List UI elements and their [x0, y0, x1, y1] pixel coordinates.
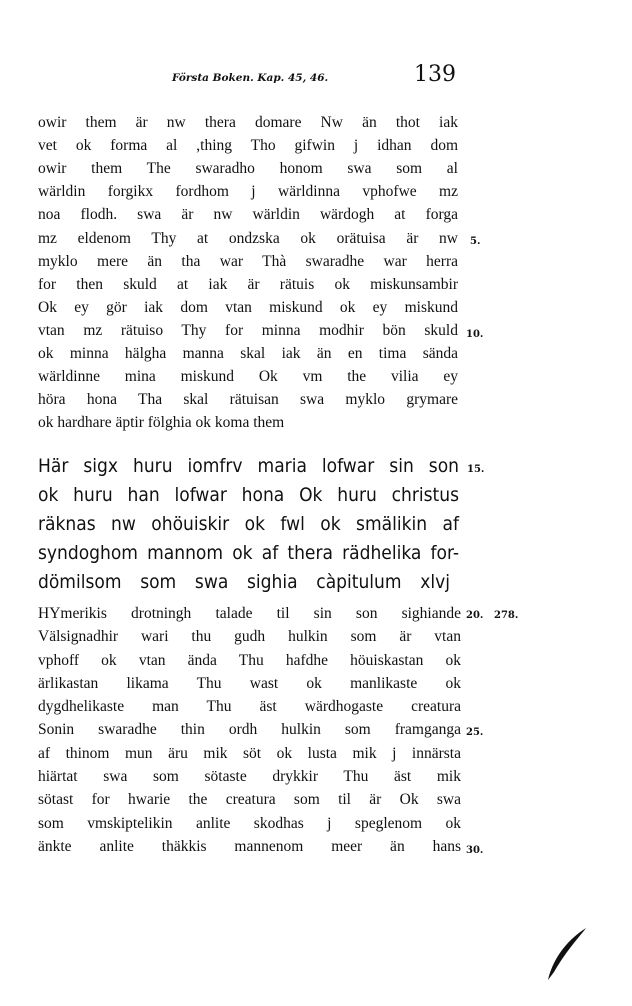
line-number-5: 5.: [470, 236, 481, 247]
text-line: Sonin swaradhe thin ordh hulkin som framganga: [38, 721, 461, 738]
text-line: vphoff ok vtan ända Thu hafdhe höuiskastan ok: [38, 652, 461, 669]
text-line: wärldin forgikx fordhom j wärldinna vphofwe mz: [38, 183, 458, 200]
pen-stroke-mark: [542, 922, 592, 982]
text-line: vtan mz rätuiso Thy for minna modhir bön skuld: [38, 322, 458, 339]
text-line: noa flodh. swa är nw wärldin wärdogh at forga: [38, 206, 458, 223]
heading-line: ok huru han lofwar hona Ok huru christus: [38, 484, 459, 506]
running-title: Första Boken. Kap. 45, 46.: [172, 72, 329, 84]
text-line: owir them är nw thera domare Nw än thot iak: [38, 114, 458, 131]
line-number-15: 15.: [467, 464, 485, 475]
text-line: hiärtat swa som sötaste drykkir Thu äst mik: [38, 768, 461, 785]
text-line: myklo mere än tha war Thà swaradhe war herra: [38, 253, 458, 270]
heading-line: räknas nw ohöuiskir ok fwl ok smälikin af: [38, 513, 459, 535]
text-line: Välsignadhir wari thu gudh hulkin som är vtan: [38, 628, 461, 645]
text-line: af thinom mun äru mik söt ok lusta mik j innärsta: [38, 745, 461, 762]
text-line: höra hona Tha skal rätuisan swa myklo grymare: [38, 391, 458, 408]
text-line: wärldinne mina miskund Ok vm the vilia ey: [38, 368, 458, 385]
text-line: HYmerikis drotningh talade til sin son sighiande: [38, 605, 461, 622]
line-number-30: 30.: [466, 845, 484, 856]
text-line: for then skuld at iak är rätuis ok miskunsambir: [38, 276, 458, 293]
text-line: dygdhelikaste man Thu äst wärdhogaste creatura: [38, 698, 461, 715]
page-number: 139: [414, 62, 456, 87]
heading-line: syndoghom mannom ok af thera rädhelika for-: [38, 542, 459, 564]
line-number-25: 25.: [466, 727, 484, 738]
text-line: owir them The swaradho honom swa som al: [38, 160, 458, 177]
text-line: som vmskiptelikin anlite skodhas j speglenom ok: [38, 815, 461, 832]
text-line: vet ok forma al ,thing Tho gifwin j idhan dom: [38, 137, 458, 154]
text-line: Ok ey gör iak dom vtan miskund ok ey miskund: [38, 299, 458, 316]
heading-line: Här sigx huru iomfrv maria lofwar sin son: [38, 455, 459, 477]
line-number-10: 10.: [466, 329, 484, 340]
text-line: sötast for hwarie the creatura som til är Ok swa: [38, 791, 461, 808]
folio-reference-278: 278.: [494, 610, 519, 621]
text-line: ok hardhare äptir fölghia ok koma them: [38, 414, 285, 431]
text-line: mz eldenom Thy at ondzska ok orätuisa är nw: [38, 230, 458, 247]
text-line: ärlikastan likama Thu wast ok manlikaste ok: [38, 675, 461, 692]
heading-line: dömilsom som swa sighia càpitulum xlvj: [38, 571, 450, 593]
text-line: ok minna hälgha manna skal iak än en tima sända: [38, 345, 458, 362]
text-line: änkte anlite thäkkis mannenom meer än hans: [38, 838, 461, 855]
line-number-20: 20.: [466, 610, 484, 621]
